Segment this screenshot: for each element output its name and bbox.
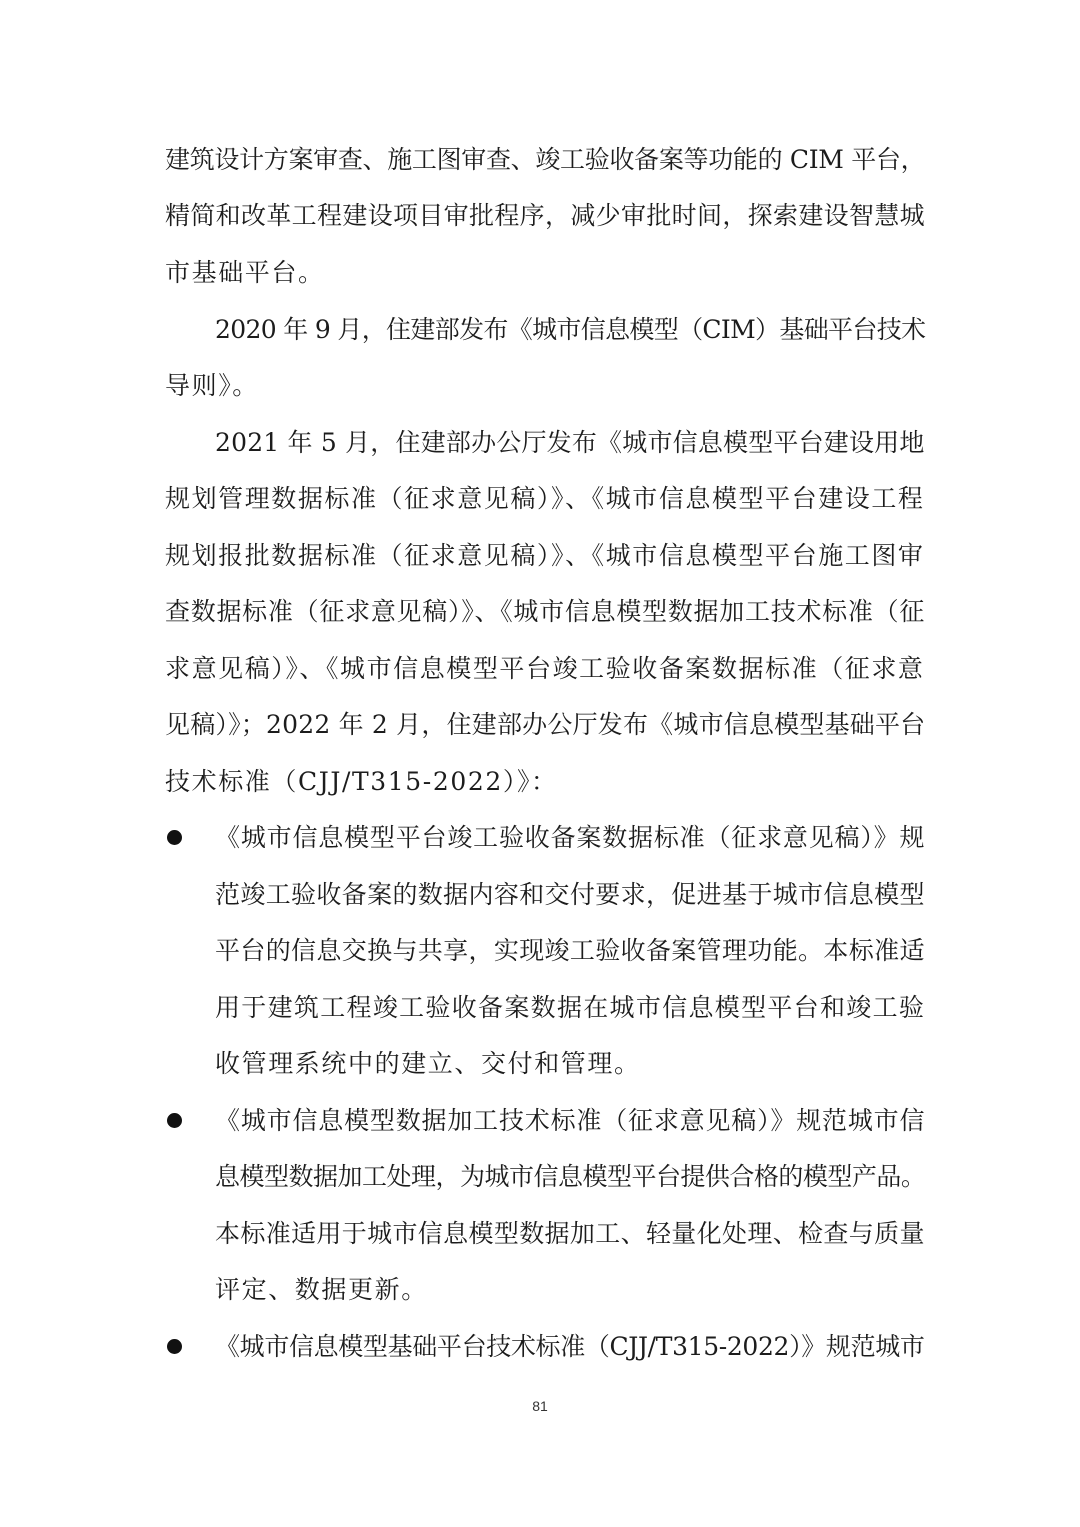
bullet-line: 收管理系统中的建立、交付和管理。 [215, 1049, 641, 1078]
bullet-icon [167, 830, 182, 845]
paragraph-line: 导则》。 [165, 371, 259, 400]
bullet-line: 《城市信息模型基础平台技术标准（CJJ/T315-2022）》规范城市 [215, 1332, 925, 1361]
paragraph-line: 2021 年 5 月，住建部办公厅发布《城市信息模型平台建设用地 [215, 428, 925, 457]
paragraph-line: 精简和改革工程建设项目审批程序，减少审批时间，探索建设智慧城 [165, 201, 926, 230]
paragraph-line: 求意见稿）》、《城市信息模型平台竣工验收备案数据标准（征求意 [165, 654, 925, 683]
bullet-icon [167, 1339, 182, 1354]
paragraph-line: 规划管理数据标准（征求意见稿）》、《城市信息模型平台建设工程 [165, 484, 925, 513]
bullet-line: 《城市信息模型平台竣工验收备案数据标准（征求意见稿）》规 [215, 823, 926, 852]
bullet-line: 平台的信息交换与共享，实现竣工验收备案管理功能。本标准适 [215, 936, 925, 965]
paragraph-line: 技术标准（CJJ/T315-2022）》： [165, 767, 558, 796]
paragraph-line: 市基础平台。 [165, 258, 325, 287]
paragraph-line: 2020 年 9 月，住建部发布《城市信息模型（CIM）基础平台技术 [215, 315, 926, 344]
bullet-icon [167, 1113, 182, 1128]
bullet-line: 评定、数据更新。 [215, 1275, 428, 1304]
bullet-line: 用于建筑工程竣工验收备案数据在城市信息模型平台和竣工验 [215, 993, 926, 1022]
bullet-line: 《城市信息模型数据加工技术标准（征求意见稿）》规范城市信 [215, 1106, 926, 1135]
paragraph-line: 见稿）》；2022 年 2 月，住建部办公厅发布《城市信息模型基础平台 [165, 710, 926, 739]
paragraph-line: 规划报批数据标准（征求意见稿）》、《城市信息模型平台施工图审 [165, 541, 925, 570]
page-number: 81 [532, 1398, 548, 1414]
paragraph-line: 查数据标准（征求意见稿）》、《城市信息模型数据加工技术标准（征 [165, 597, 926, 626]
bullet-line: 息模型数据加工处理，为城市信息模型平台提供合格的模型产品。 [215, 1162, 926, 1191]
bullet-line: 范竣工验收备案的数据内容和交付要求，促进基于城市信息模型 [215, 880, 925, 909]
bullet-line: 本标准适用于城市信息模型数据加工、轻量化处理、检查与质量 [215, 1219, 925, 1248]
paragraph-line: 建筑设计方案审查、施工图审查、竣工验收备案等功能的 CIM 平台， [165, 145, 926, 174]
